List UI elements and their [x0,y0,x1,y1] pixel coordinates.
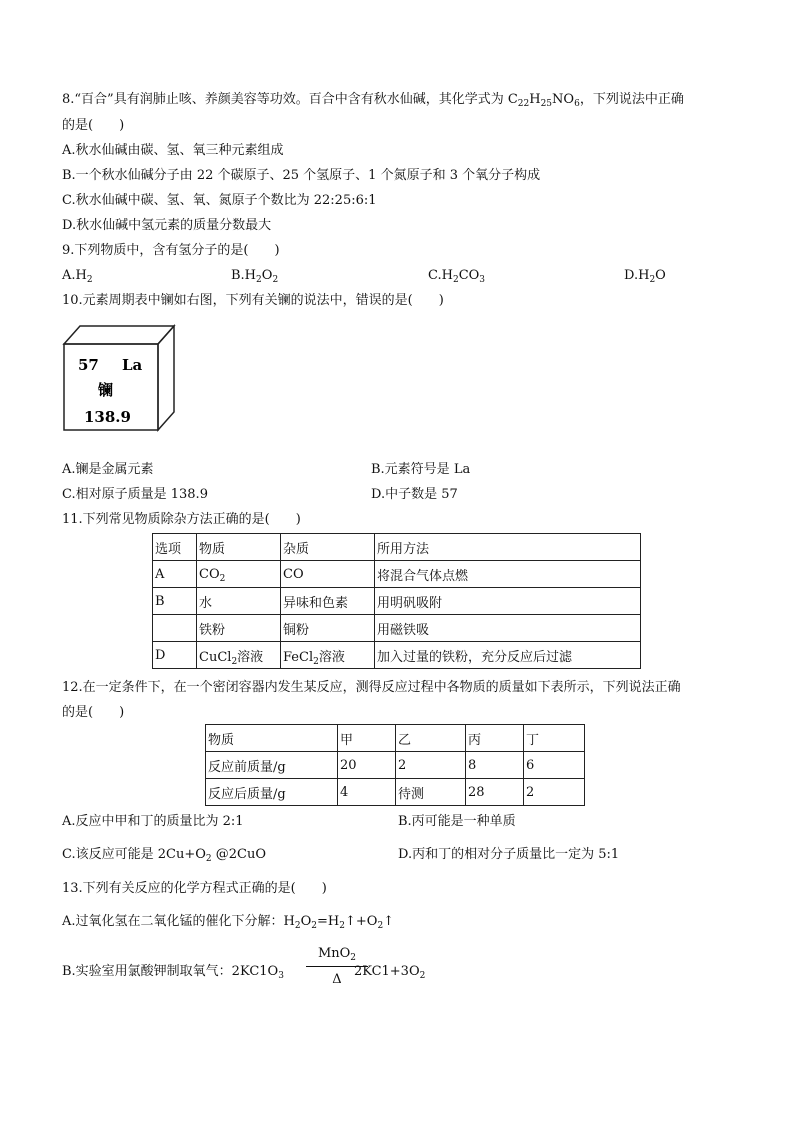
option-cell: A [153,561,197,588]
header-cell: 所用方法 [375,534,641,561]
substance-cell: $CO_2$ [197,561,281,588]
q9-option-d: $D.H_2O$ [624,268,666,285]
substance-cell: CuCl$_2$溶液 [197,642,281,669]
option-cell: B [153,588,197,615]
substance-cell: 水 [197,588,281,615]
impurity-cell: CO [281,561,375,588]
q12-table [205,724,585,806]
reaction-condition-heat: Δ [332,972,342,987]
q13-option-a: A.过氧化氢在二氧化锰的催化下分解：$H_2O_2=H_2↑+O_2↑$ [62,914,395,931]
header-cell: 丁 [524,725,585,752]
element-name: 镧 [98,381,114,399]
table-row [153,615,641,642]
q8-option-b: B.一个秋水仙碱分子由 22 个碳原子、25 个氢原子、1 个氮原子和 3 个氧分子构成 [62,168,541,183]
header-cell: 物质 [206,725,338,752]
element-number: 57 [78,356,99,374]
impurity-cell: 铜粉 [281,615,375,642]
method-cell: 加入过量的铁粉，充分反应后过滤 [375,642,641,669]
element-symbol: La [122,356,143,374]
option-cell: D [153,642,197,669]
table-row [153,561,641,588]
table-cell: 20 [338,752,396,779]
impurity-cell: 异味和色素 [281,588,375,615]
table-cell: 待测 [396,779,466,806]
table-cell: 反应前质量/g [206,752,338,779]
table-header-row [153,534,641,561]
table-header-row [206,725,585,752]
header-cell: 物质 [197,534,281,561]
q10-option-c: C.相对原子质量是 138.9 [62,487,208,502]
header-cell: 丙 [466,725,524,752]
header-cell: 杂质 [281,534,375,561]
impurity-cell: FeCl$_2$溶液 [281,642,375,669]
method-cell: 用磁铁吸 [375,615,641,642]
method-cell: 将混合气体点燃 [375,561,641,588]
substance-cell: 铁粉 [197,615,281,642]
method-cell: 用明矾吸附 [375,588,641,615]
table-cell: 4 [338,779,396,806]
q13-option-b: B.实验室用氯酸钾制取氧气：$2KC1O_3$ $2KC1+3O_2$ [62,964,426,981]
q9-option-a: $A.H_2$ [62,268,93,285]
q8-option-d: D.秋水仙碱中氢元素的质量分数最大 [62,218,272,233]
table-cell: 28 [466,779,524,806]
q8-stem-line2: 的是( ) [62,118,125,133]
header-cell: 选项 [153,534,197,561]
q9-option-b: $B.H_2O_2$ [231,268,279,285]
q10-option-a: A.镧是金属元素 [62,462,154,477]
lanthanum-element-tile [62,322,177,434]
q9-stem: 9.下列物质中，含有氢分子的是( ) [62,243,280,258]
q8-option-c: C.秋水仙碱中碳、氢、氧、氮原子个数比为 22:25:6:1 [62,193,377,208]
element-mass: 138.9 [84,408,131,426]
q9-option-c: $C.H_2CO_3$ [428,268,486,285]
table-cell: 8 [466,752,524,779]
q10-option-b: B.元素符号是 La [371,462,471,477]
table-row [206,752,585,779]
q12-option-b: B.丙可能是一种单质 [398,814,516,829]
reaction-catalyst: MnO$_2$ [317,946,357,963]
q12-stem-line1: 12.在一定条件下，在一个密闭容器内发生某反应，测得反应过程中各物质的质量如下表所示，下列说法正确 [62,680,681,695]
table-cell: 2 [524,779,585,806]
q8-stem-line1: 8.“百合”具有润肺止咳、养颜美容等功效。百合中含有秋水仙碱，其化学式为 $C_{22}H_{25}NO_6$，下列说法中正确 [62,92,684,109]
table-row [153,588,641,615]
q12-option-d: D.丙和丁的相对分子质量比一定为 5:1 [398,847,620,862]
q12-option-c: C.该反应可能是 $2Cu+O_2$ @2CuO [62,847,267,864]
q12-stem-line2: 的是( ) [62,705,125,720]
header-cell: 乙 [396,725,466,752]
q11-stem: 11.下列常见物质除杂方法正确的是( ) [62,512,301,527]
q10-option-d: D.中子数是 57 [371,487,458,502]
table-row [153,642,641,669]
q11-table [152,533,641,669]
q13-stem: 13.下列有关反应的化学方程式正确的是( ) [62,881,327,896]
option-cell [153,615,197,642]
q12-option-a: A.反应中甲和丁的质量比为 2:1 [62,814,244,829]
table-row [206,779,585,806]
table-cell: 6 [524,752,585,779]
q10-stem: 10.元素周期表中镧如右图，下列有关镧的说法中，错误的是( ) [62,293,444,308]
q8-option-a: A.秋水仙碱由碳、氢、氧三种元素组成 [62,143,284,158]
header-cell: 甲 [338,725,396,752]
table-cell: 2 [396,752,466,779]
reaction-arrow-line [306,966,368,967]
table-cell: 反应后质量/g [206,779,338,806]
